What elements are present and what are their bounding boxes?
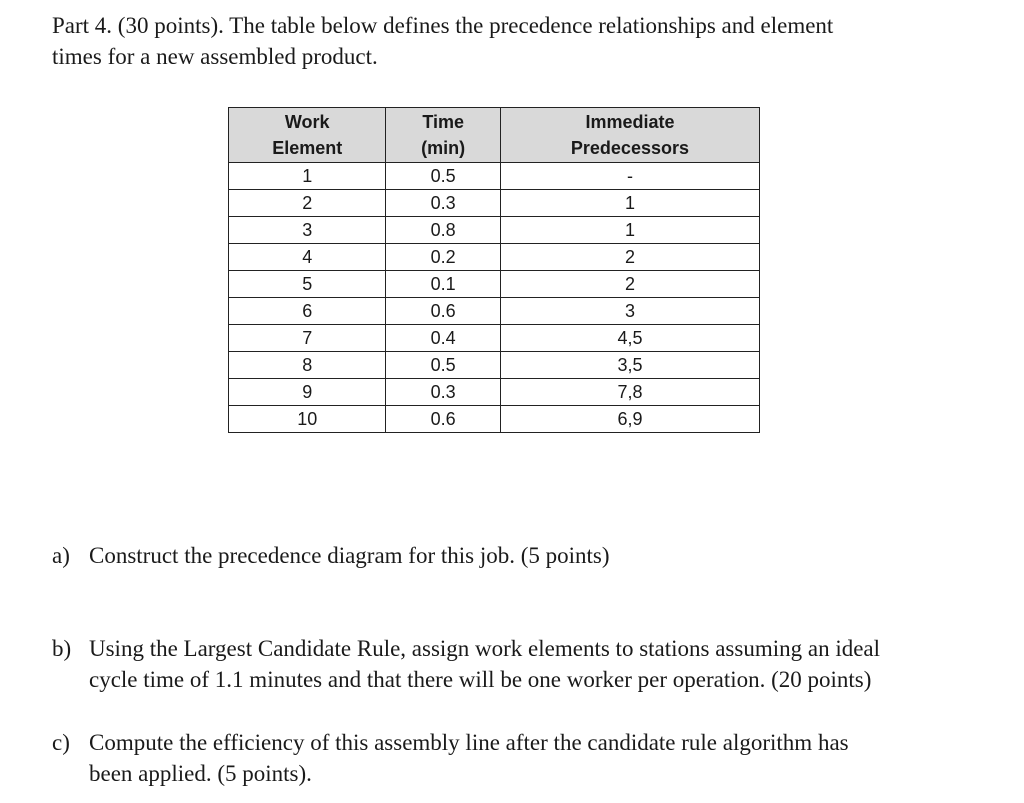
cell-time: 0.5: [386, 163, 501, 190]
table-row: [229, 163, 760, 190]
header-line: Work: [284, 112, 330, 132]
cell-time: 0.3: [386, 190, 501, 217]
cell-predecessors: 3: [500, 298, 759, 325]
question-line: cycle time of 1.1 minutes and that there will be one worker per operation. (20 points): [89, 667, 872, 692]
cell-predecessors: 6,9: [500, 406, 759, 433]
cell-element: 8: [229, 352, 386, 379]
question-line: been applied. (5 points).: [89, 761, 312, 786]
cell-element: 1: [229, 163, 386, 190]
question-label: b): [52, 636, 72, 661]
cell-element: 9: [229, 379, 386, 406]
cell-time: 0.8: [386, 217, 501, 244]
cell-time: 0.5: [386, 352, 501, 379]
table-row: [229, 379, 760, 406]
cell-time: 0.6: [386, 298, 501, 325]
cell-time: 0.3: [386, 379, 501, 406]
question-line: Using the Largest Candidate Rule, assign work elements to stations assuming an ideal: [89, 636, 881, 661]
table-row: [229, 190, 760, 217]
cell-element: 6: [229, 298, 386, 325]
table-row: [229, 406, 760, 433]
question-text: [89, 727, 982, 789]
cell-time: 0.4: [386, 325, 501, 352]
question-b: [52, 633, 982, 695]
header-predecessors: [500, 108, 759, 163]
question-c: [52, 727, 982, 789]
header-line: Immediate: [585, 112, 675, 132]
table-row: [229, 271, 760, 298]
cell-time: 0.6: [386, 406, 501, 433]
cell-predecessors: 2: [500, 271, 759, 298]
table-row: [229, 217, 760, 244]
question-a: [52, 540, 982, 571]
cell-predecessors: -: [500, 163, 759, 190]
question-label: a): [52, 543, 70, 568]
cell-element: 5: [229, 271, 386, 298]
cell-element: 2: [229, 190, 386, 217]
table-row: [229, 244, 760, 271]
cell-predecessors: 3,5: [500, 352, 759, 379]
intro-line-1: Part 4. (30 points). The table below defines the precedence relationships and element: [52, 13, 834, 38]
header-line: Time: [422, 112, 464, 132]
question-line: Compute the efficiency of this assembly line after the candidate rule algorithm has: [89, 730, 849, 755]
problem-intro: [52, 10, 982, 72]
cell-element: 4: [229, 244, 386, 271]
cell-predecessors: 4,5: [500, 325, 759, 352]
cell-time: 0.2: [386, 244, 501, 271]
cell-element: 3: [229, 217, 386, 244]
table-row: [229, 298, 760, 325]
cell-predecessors: 7,8: [500, 379, 759, 406]
question-line: Construct the precedence diagram for this job. (5 points): [89, 543, 610, 568]
precedence-table: [228, 107, 760, 433]
table-row: [229, 352, 760, 379]
header-work-element: [229, 108, 386, 163]
table-header-row: [229, 108, 760, 163]
header-time: [386, 108, 501, 163]
cell-predecessors: 2: [500, 244, 759, 271]
cell-element: 10: [229, 406, 386, 433]
cell-predecessors: 1: [500, 190, 759, 217]
header-line: Predecessors: [570, 138, 689, 158]
question-label: c): [52, 730, 70, 755]
cell-time: 0.1: [386, 271, 501, 298]
question-text: [89, 633, 982, 695]
intro-line-2: times for a new assembled product.: [52, 44, 378, 69]
cell-element: 7: [229, 325, 386, 352]
header-line: (min): [421, 138, 466, 158]
question-text: [89, 540, 982, 571]
table-row: [229, 325, 760, 352]
header-line: Element: [272, 138, 343, 158]
cell-predecessors: 1: [500, 217, 759, 244]
